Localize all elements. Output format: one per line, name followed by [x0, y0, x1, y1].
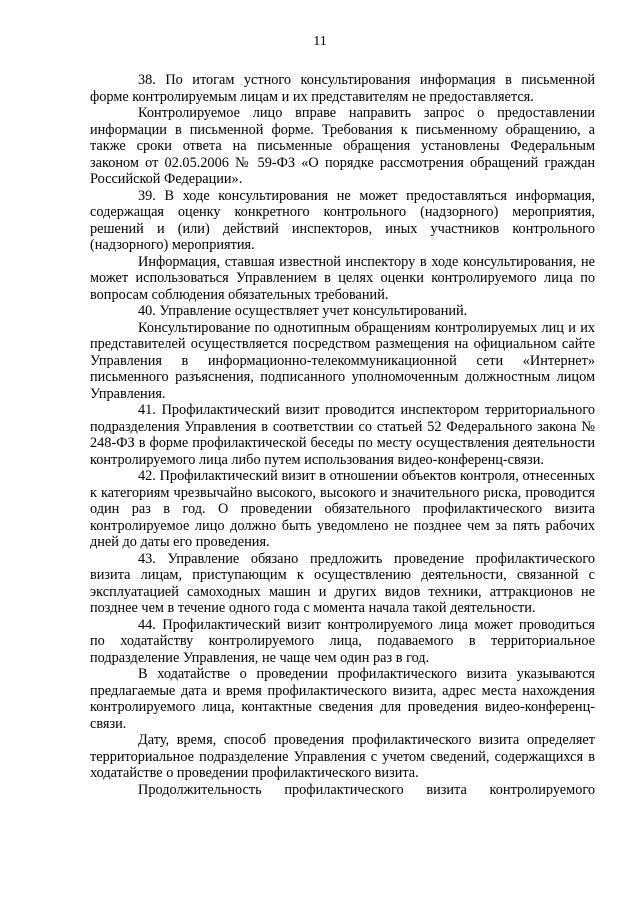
paragraph-44-duration: Продолжительность профилактического визита контролируемого: [138, 781, 595, 798]
paragraph-41: 41. Профилактический визит проводится инспектором территориального подразделения Управления в соответствии со статьей 52 Федерального закона № 248-ФЗ в форме профилактической беседы по месту осуществления деятельности контролируемого лица либо путем использования видео-конференц-связи.: [90, 402, 595, 468]
paragraph-38: 38. По итогам устного консультирования информация в письменной форме контролируемым лицам и их представителям не предоставляется.: [90, 72, 595, 105]
paragraph-44: 44. Профилактический визит контролируемого лица может проводиться по ходатайству контролируемого лица, подаваемого в территориальное подразделение Управления, не чаще чем один раз в год.: [90, 616, 595, 666]
paragraph-40-consulting: Консультирование по однотипным обращениям контролируемых лиц и их представителей осуществляется посредством размещения на официальном сайте Управления в информационно-телекоммуникационной сети «Интернет» письменного разъяснения, подписанного уполномоченным должностным лицом Управления.: [90, 319, 595, 402]
paragraph-44-petition: В ходатайстве о проведении профилактического визита указываются предлагаемые дата и время профилактического визита, адрес места нахождения контролируемого лица, контактные сведения для проведения видео-конференц-связи.: [90, 666, 595, 732]
paragraph-40: 40. Управление осуществляет учет консультирований.: [138, 303, 468, 319]
paragraph-38-request: Контролируемое лицо вправе направить запрос о предоставлении информации в письменной форме. Требования к письменному обращению, а также сроки ответа на письменные обращения установлены Федеральным законом от 02.05.2006 № 59-ФЗ «О порядке рассмотрения обращений граждан Российской Федерации».: [90, 105, 595, 187]
paragraph-43: 43. Управление обязано предложить проведение профилактического визита лицам, приступающим к осуществлению деятельности, связанной с эксплуатацией самоходных машин и других видов техники, аттракционов не позднее чем в течение одного года с момента начала такой деятельности.: [90, 550, 595, 616]
paragraph-39-information: Информация, ставшая известной инспектору в ходе консультирования, не может использоваться Управлением в целях оценки контролируемого лица по вопросам соблюдения обязательных требований.: [90, 253, 595, 303]
paragraph-44-date: Дату, время, способ проведения профилактического визита определяет территориальное подразделение Управления с учетом сведений, содержащихся в ходатайстве о проведении профилактического визита.: [90, 732, 595, 781]
document-body: [90, 72, 595, 798]
paragraph-42: 42. Профилактический визит в отношении объектов контроля, отнесенных к категориям чрезвычайно высокого, высокого и значительного риска, проводится один раз в год. О проведении обязательного профилактического визита контролируемое лицо должно быть уведомлено не позднее чем за пять рабочих дней до даты его проведения.: [90, 468, 595, 550]
page-number: 11: [313, 34, 327, 49]
paragraph-39: 39. В ходе консультирования не может предоставляться информация, содержащая оценку конкретного контрольного (надзорного) мероприятия, решений и (или) действий инспекторов, иных участников контрольного (надзорного) мероприятия.: [90, 187, 595, 253]
